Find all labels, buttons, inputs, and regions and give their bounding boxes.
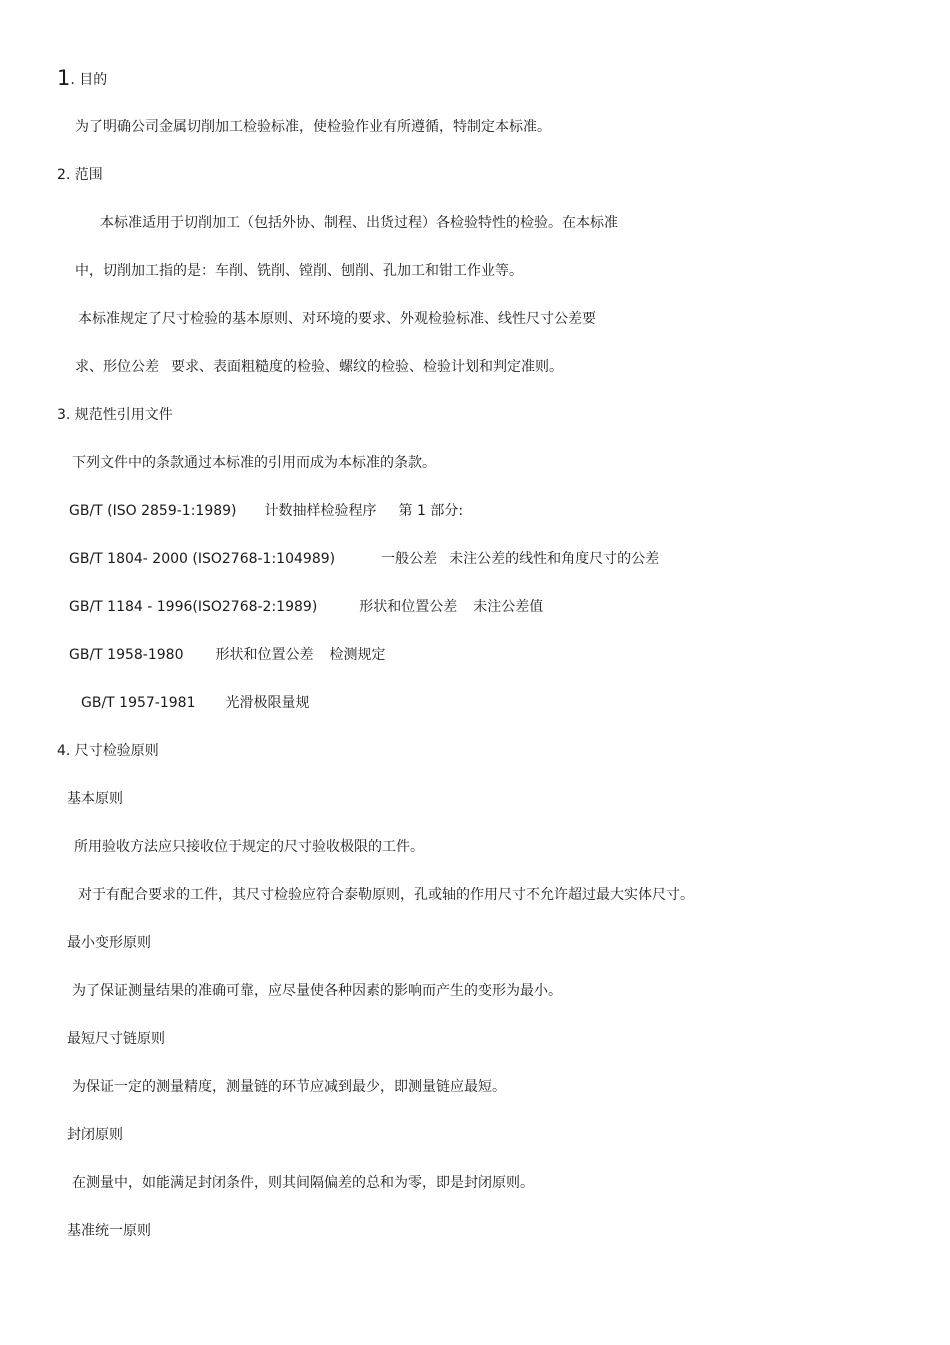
principle-heading: 基准统一原则 [67,1223,151,1239]
scope-paragraph-line-1: 本标准适用于切削加工（包括外协、制程、出货过程）各检验特性的检验。在本标准 [100,215,618,231]
principle-text: 在测量中，如能满足封闭条件，则其间隔偏差的总和为零，即是封闭原则。 [72,1175,534,1191]
reference-title: 光滑极限量规 [225,695,310,711]
principle-heading: 基本原则 [67,791,123,807]
reference-row [69,645,385,665]
purpose-paragraph: 为了明确公司金属切削加工检验标准，使检验作业有所遵循，特制定本标准。 [75,119,551,135]
reference-extra: 第 1 部分: [398,503,464,519]
section-2-heading: 2. 范围 [57,167,103,183]
principle-text: 为保证一定的测量精度，测量链的环节应减到最少，即测量链应最短。 [72,1079,506,1095]
principle-heading: 封闭原则 [67,1127,123,1143]
section-1-number: 1 [57,66,71,90]
reference-row [81,693,309,713]
section-4-heading: 4. 尺寸检验原则 [57,743,159,759]
reference-row [69,597,543,617]
principle-heading: 最短尺寸链原则 [67,1031,165,1047]
reference-code: GB/T 1958-1980 [69,647,184,663]
principle-heading: 最小变形原则 [67,935,151,951]
principle-text: 为了保证测量结果的准确可靠，应尽量使各种因素的影响而产生的变形为最小。 [72,983,562,999]
scope-paragraph-line-4 [75,357,563,377]
reference-row [69,549,659,569]
section-1-heading [57,68,107,90]
scope-line-4-part-b: 要求、表面粗糙度的检验、螺纹的检验、检验计划和判定准则。 [171,359,563,375]
reference-extra: 未注公差值 [473,599,544,615]
section-1-title: . 目的 [70,72,108,88]
principle-text: 所用验收方法应只接收位于规定的尺寸验收极限的工件。 [74,839,424,855]
references-intro: 下列文件中的条款通过本标准的引用而成为本标准的条款。 [72,455,436,471]
reference-code: GB/T (ISO 2859-1:1989) [69,503,237,519]
reference-code: GB/T 1184 - 1996(ISO2768-2:1989) [69,599,318,615]
reference-row [69,501,463,521]
reference-title: 形状和位置公差 [359,599,458,615]
reference-title: 形状和位置公差 [215,647,314,663]
section-3-heading: 3. 规范性引用文件 [57,407,173,423]
scope-paragraph-line-3: 本标准规定了尺寸检验的基本原则、对环境的要求、外观检验标准、线性尺寸公差要 [78,311,596,327]
principle-text: 对于有配合要求的工件，其尺寸检验应符合泰勒原则，孔或轴的作用尺寸不允许超过最大实体尺寸。 [78,887,694,903]
reference-title: 计数抽样检验程序 [264,503,377,519]
scope-paragraph-line-2: 中，切削加工指的是：车削、铣削、镗削、刨削、孔加工和钳工作业等。 [75,263,523,279]
scope-line-4-part-a: 求、形位公差 [75,359,159,375]
reference-code: GB/T 1957-1981 [81,695,196,711]
reference-extra: 检测规定 [329,647,386,663]
reference-title: 一般公差 [381,551,438,567]
reference-extra: 未注公差的线性和角度尺寸的公差 [449,551,660,567]
reference-code: GB/T 1804- 2000 (ISO2768-1:104989) [69,551,336,567]
